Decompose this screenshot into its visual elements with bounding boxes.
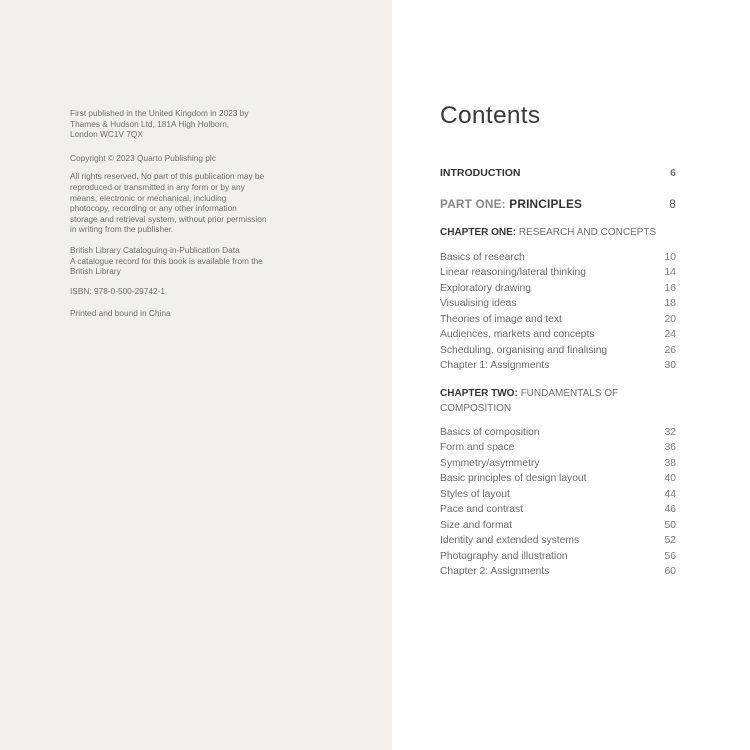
toc-row-title: Photography and illustration	[440, 550, 568, 562]
toc-row-title: Basics of composition	[440, 426, 540, 438]
toc-page-number: 8	[669, 197, 676, 211]
toc-row-page: 16	[664, 282, 676, 294]
toc-row-page: 18	[664, 298, 676, 309]
chapter-one-heading	[440, 225, 676, 241]
toc-row	[440, 549, 676, 565]
toc-row-title: Form and space	[440, 442, 515, 453]
publication-statement: First published in the United Kingdom in 2023 by Thames & Hudson Ltd, 181A High Holborn, London WC1V 7QX	[70, 108, 249, 140]
page-title: Contents	[440, 102, 541, 129]
toc-row-title: Chapter 2: Assignments	[440, 566, 550, 577]
toc-row-page: 56	[664, 550, 676, 562]
toc-row-page: 24	[664, 329, 676, 340]
toc-row-page: 14	[664, 267, 676, 278]
toc-row-page: 38	[664, 457, 676, 469]
toc-row	[440, 564, 676, 580]
toc-row-page: 32	[664, 426, 676, 438]
toc-row-title: Exploratory drawing	[440, 282, 531, 294]
toc-row	[440, 327, 676, 343]
toc-row-page: 30	[664, 360, 676, 371]
toc-entry-introduction	[440, 166, 676, 180]
chapter-one-items	[440, 250, 676, 374]
chapter-two-items	[440, 425, 676, 580]
toc-page-number: 6	[670, 167, 676, 179]
toc-row-title: Theories of image and text	[440, 313, 562, 325]
toc-row-title: Basics of research	[440, 251, 525, 263]
isbn: ISBN: 978-0-500-29742-1	[70, 285, 166, 296]
toc-row	[440, 487, 676, 503]
chapter-title: RESEARCH AND CONCEPTS	[518, 227, 657, 238]
toc-row	[440, 343, 676, 359]
imprint-block	[70, 108, 295, 319]
toc-row-title: Audiences, markets and concepts	[440, 329, 595, 340]
rights-notice: All rights reserved. No part of this publication may be reproduced or transmitted in any form or by any means, electronic or mechanical, including photocopy, recording or any other information storage and retrieval system, without prior permission in writing from the publisher.	[70, 171, 267, 235]
toc-row-title: Scheduling, organising and finalising	[440, 344, 608, 356]
toc-entry-title: INTRODUCTION	[440, 167, 521, 179]
toc-row-title: Identity and extended systems	[440, 535, 580, 546]
table-of-contents	[440, 101, 676, 580]
printed-in: Printed and bound in China	[70, 308, 171, 319]
toc-row-title: Visualising ideas	[440, 298, 517, 309]
part-name: PRINCIPLES	[509, 197, 583, 211]
toc-row-page: 20	[664, 313, 676, 325]
toc-row-title: Styles of layout	[440, 488, 510, 500]
toc-row-title: Size and format	[440, 519, 513, 531]
toc-row-title: Linear reasoning/lateral thinking	[440, 267, 586, 278]
chapter-label: CHAPTER ONE:	[440, 227, 517, 238]
toc-row-page: 46	[664, 504, 676, 515]
toc-row-page: 44	[664, 488, 676, 500]
chapter-two-heading	[440, 386, 676, 417]
toc-row	[440, 250, 676, 266]
toc-row-title: Basic principles of design layout	[440, 473, 587, 484]
toc-row	[440, 265, 676, 281]
toc-row	[440, 312, 676, 328]
toc-entry-part-one	[440, 197, 676, 211]
toc-row-page: 40	[664, 473, 676, 484]
toc-row	[440, 425, 676, 441]
copyright-notice: Copyright © 2023 Quarto Publishing plc	[70, 152, 216, 163]
toc-row	[440, 518, 676, 534]
toc-part-heading	[440, 197, 582, 211]
toc-row-page: 10	[664, 251, 676, 263]
cip-data: British Library Cataloguing-in-Publication Data A catalogue record for this book is available from the British Library	[70, 244, 263, 277]
toc-row	[440, 358, 676, 374]
toc-row-page: 50	[664, 519, 676, 531]
toc-row	[440, 502, 676, 518]
toc-row	[440, 471, 676, 487]
toc-row	[440, 296, 676, 312]
toc-row-page: 52	[664, 535, 676, 546]
toc-row	[440, 440, 676, 456]
chapter-label: CHAPTER TWO:	[440, 387, 518, 399]
toc-row	[440, 281, 676, 297]
part-label: PART ONE:	[440, 197, 506, 211]
toc-row	[440, 533, 676, 549]
toc-row-page: 36	[664, 442, 676, 453]
toc-row-title: Pace and contrast	[440, 504, 523, 515]
toc-row-title: Symmetry/asymmetry	[440, 457, 540, 469]
chapter-title: FUNDAMENTALS OF COMPOSITION	[440, 387, 619, 414]
toc-row	[440, 456, 676, 472]
toc-row-title: Chapter 1: Assignments	[440, 360, 550, 371]
toc-row-page: 60	[664, 566, 676, 577]
toc-row-page: 26	[664, 344, 676, 356]
